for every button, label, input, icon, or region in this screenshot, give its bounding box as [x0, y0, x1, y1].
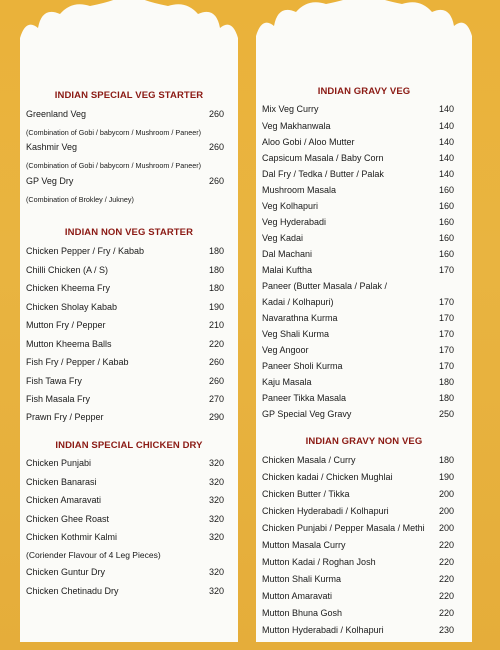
item-name: Mutton Masala Curry	[262, 540, 346, 550]
item-name: Chicken Butter / Tikka	[262, 489, 350, 499]
item-name: Mushroom Masala	[262, 185, 337, 195]
item-name: Chicken Sholay Kabab	[26, 302, 118, 312]
item-name: Chicken Ghee Roast	[26, 514, 110, 524]
item-name: Veg Makhanwala	[262, 121, 331, 131]
item-price: 270	[208, 394, 224, 404]
item-price: 250	[438, 409, 454, 419]
item-price: 180	[438, 377, 454, 387]
item-price: 180	[438, 393, 454, 403]
item-name: Chicken Chetinadu Dry	[26, 586, 119, 596]
item-name: Malai Kuftha	[262, 265, 313, 275]
item-price: 260	[208, 142, 224, 152]
item-name: Mutton Kheema Balls	[26, 339, 112, 349]
item-price: 220	[438, 591, 454, 601]
item-name: Mutton Fry / Pepper	[26, 320, 106, 330]
item-price: 320	[208, 567, 224, 577]
item-price: 180	[438, 455, 454, 465]
item-price: 180	[208, 283, 224, 293]
item-price: 320	[208, 532, 224, 542]
item-price: 170	[438, 265, 454, 275]
item-price: 220	[208, 339, 224, 349]
right-panel-arch	[256, 0, 472, 60]
section-heading: INDIAN SPECIAL VEG STARTER	[54, 90, 204, 101]
item-price: 230	[438, 625, 454, 635]
item-name: Fish Masala Fry	[26, 394, 91, 404]
item-name: Mutton Hyderabadi / Kolhapuri	[262, 625, 384, 635]
item-price: 160	[438, 249, 454, 259]
item-name: Dal Fry / Tedka / Butter / Palak	[262, 169, 384, 179]
item-price: 200	[438, 523, 454, 533]
item-name: Paneer (Butter Masala / Palak /	[262, 281, 388, 291]
item-price: 170	[438, 297, 454, 307]
item-price: 220	[438, 574, 454, 584]
item-note-text: (Combination of Gobi / babycorn / Mushroom / Paneer)	[26, 161, 201, 170]
item-price: 220	[438, 557, 454, 567]
item-name: Chicken Guntur Dry	[26, 567, 106, 577]
item-name: Veg Angoor	[262, 345, 309, 355]
item-name: Chicken Punjabi / Pepper Masala / Methi	[262, 523, 425, 533]
item-price: 210	[208, 320, 224, 330]
item-price: 190	[208, 302, 224, 312]
item-name: Chicken Punjabi	[26, 458, 92, 468]
item-name: Veg Kadai	[262, 233, 304, 243]
item-price: 260	[208, 376, 224, 386]
item-price: 290	[208, 412, 224, 422]
left-panel-arch	[20, 0, 238, 62]
section-heading: INDIAN GRAVY VEG	[317, 86, 411, 97]
section-heading: INDIAN NON VEG STARTER	[64, 227, 194, 238]
item-name: Paneer Tikka Masala	[262, 393, 347, 403]
item-name: Kadai / Kolhapuri)	[262, 297, 334, 307]
item-price: 320	[208, 514, 224, 524]
item-name: Prawn Fry / Pepper	[26, 412, 104, 422]
item-name: Veg Hyderabadi	[262, 217, 327, 227]
item-name: Chicken Kheema Fry	[26, 283, 111, 293]
item-name: Kashmir Veg	[26, 142, 78, 152]
item-name: Kaju Masala	[262, 377, 312, 387]
item-price: 160	[438, 217, 454, 227]
item-price: 140	[438, 169, 454, 179]
item-name: Chicken Amaravati	[26, 495, 102, 505]
item-price: 160	[438, 201, 454, 211]
item-name: Fish Fry / Pepper / Kabab	[26, 357, 129, 367]
item-price: 160	[438, 185, 454, 195]
item-price: 140	[438, 121, 454, 131]
item-name: Capsicum Masala / Baby Corn	[262, 153, 384, 163]
item-name: GP Veg Dry	[26, 176, 74, 186]
section-heading: INDIAN SPECIAL CHICKEN DRY	[55, 440, 203, 451]
item-price: 320	[208, 477, 224, 487]
item-price: 180	[208, 246, 224, 256]
item-name: Mutton Bhuna Gosh	[262, 608, 343, 618]
item-price: 320	[208, 458, 224, 468]
item-name: Mutton Shali Kurma	[262, 574, 342, 584]
item-name: Chicken kadai / Chicken Mughlai	[262, 472, 393, 482]
item-price: 200	[438, 506, 454, 516]
item-price: 320	[208, 495, 224, 505]
item-price: 140	[438, 153, 454, 163]
item-name: Chicken Banarasi	[26, 477, 97, 487]
item-name: Mutton Amaravati	[262, 591, 333, 601]
item-note-text: (Combination of Brokley / Jukney)	[26, 195, 134, 204]
item-name: Veg Kolhapuri	[262, 201, 319, 211]
item-price: 140	[438, 137, 454, 147]
item-name: Dal Machani	[262, 249, 313, 259]
item-price: 220	[438, 540, 454, 550]
item-price: 190	[438, 472, 454, 482]
item-name: Greenland Veg	[26, 109, 87, 119]
item-price: 180	[208, 265, 224, 275]
item-price: 170	[438, 313, 454, 323]
item-name: Chicken Kothmir Kalmi	[26, 532, 118, 542]
left-menu-panel	[20, 60, 238, 642]
section-heading: INDIAN GRAVY NON VEG	[305, 436, 423, 447]
item-price: 320	[208, 586, 224, 596]
item-name: Chicken Hyderabadi / Kolhapuri	[262, 506, 389, 516]
item-price: 220	[438, 608, 454, 618]
item-price: 170	[438, 361, 454, 371]
item-name: Chicken Pepper / Fry / Kabab	[26, 246, 145, 256]
item-name: Mix Veg Curry	[262, 104, 319, 114]
item-price: 260	[208, 109, 224, 119]
item-price: 170	[438, 345, 454, 355]
item-price: 160	[438, 233, 454, 243]
item-name: Fish Tawa Fry	[26, 376, 82, 386]
item-name: Aloo Gobi / Aloo Mutter	[262, 137, 355, 147]
item-name: Navarathna Kurma	[262, 313, 338, 323]
item-price: 140	[438, 104, 454, 114]
item-price: 170	[438, 329, 454, 339]
item-price: 200	[438, 489, 454, 499]
item-price: 260	[208, 357, 224, 367]
item-name: Mutton Kadai / Roghan Josh	[262, 557, 376, 567]
right-menu-panel	[256, 58, 472, 642]
item-note-text: (Combination of Gobi / babycorn / Mushroom / Paneer)	[26, 128, 201, 137]
item-price: 260	[208, 176, 224, 186]
item-name: Veg Shali Kurma	[262, 329, 330, 339]
item-name: Paneer Sholi Kurma	[262, 361, 343, 371]
item-name: GP Special Veg Gravy	[262, 409, 352, 419]
item-name: Chilli Chicken (A / S)	[26, 265, 109, 275]
item-note-text: (Coriender Flavour of 4 Leg Pieces)	[26, 550, 161, 560]
item-name: Chicken Masala / Curry	[262, 455, 356, 465]
